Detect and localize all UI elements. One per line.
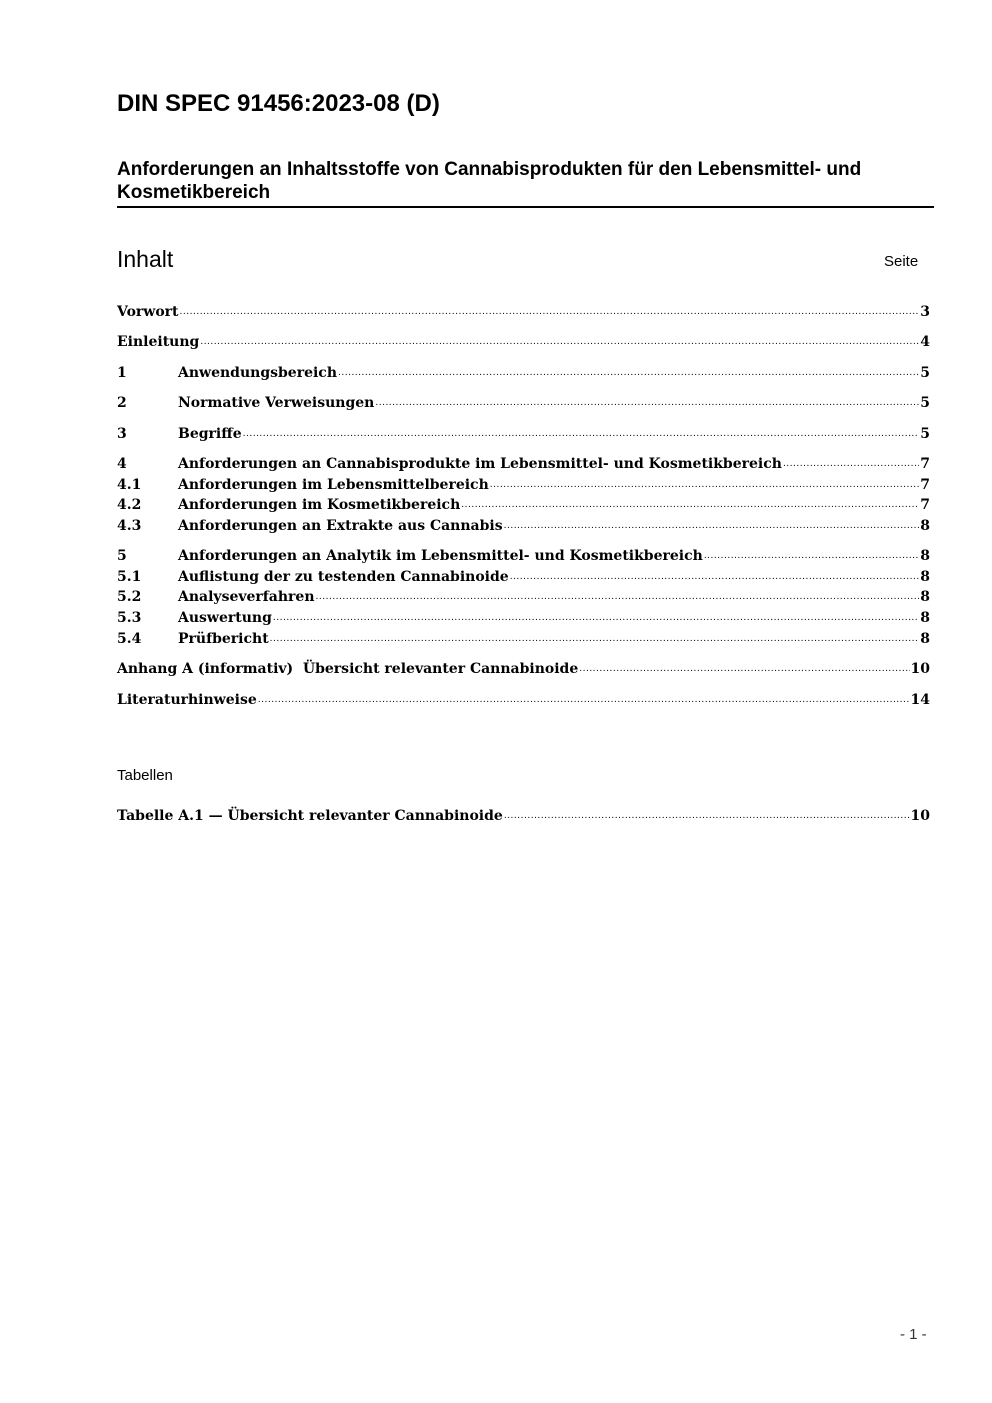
toc-entry-page: 8 <box>920 518 930 534</box>
dot-leader <box>510 566 920 587</box>
dot-leader <box>258 689 910 710</box>
dot-leader <box>200 331 919 352</box>
toc-entry-section-5-1[interactable] <box>117 566 930 587</box>
toc-entry-title: Analyseverfahren <box>178 589 315 605</box>
toc-entry-einleitung[interactable] <box>117 331 930 352</box>
toc-entry-number: 3 <box>117 426 127 442</box>
toc-entry-section-5-3[interactable] <box>117 607 930 628</box>
dot-leader <box>316 586 920 607</box>
page-column-label: Seite <box>884 253 919 270</box>
toc-entry-number: 1 <box>117 365 127 381</box>
dot-leader <box>338 362 919 383</box>
toc-entry-page: 4 <box>920 334 930 350</box>
toc-entry-title: Auswertung <box>178 610 272 626</box>
document-subtitle: Anforderungen an Inhaltsstoffe von Cannabisprodukten für den Lebensmittel- und Kosmetikbereich <box>117 158 934 208</box>
toc-entry-section-1[interactable] <box>117 362 930 383</box>
toc-entry-section-2[interactable] <box>117 392 930 413</box>
dot-leader <box>243 423 920 444</box>
toc-entry-number: 5.2 <box>117 589 142 605</box>
table-entry-title: Tabelle A.1 — Übersicht relevanter Cannabinoide <box>117 808 503 824</box>
toc-heading: Inhalt <box>117 246 174 272</box>
toc-entry-page: 7 <box>920 477 930 493</box>
toc-entry-page: 14 <box>910 692 930 708</box>
toc-entry-title: Anhang A (informativ) Übersicht relevanter Cannabinoide <box>117 661 579 677</box>
toc-entry-section-4-2[interactable] <box>117 494 930 515</box>
dot-leader <box>783 453 919 474</box>
toc-entry-page: 8 <box>920 569 930 585</box>
dot-leader <box>270 628 920 649</box>
toc-entry-number: 4.2 <box>117 497 142 513</box>
toc-entry-title: Einleitung <box>117 334 200 350</box>
dot-leader <box>273 607 919 628</box>
toc-entry-page: 3 <box>920 304 930 320</box>
toc-entry-number: 4.3 <box>117 518 142 534</box>
toc-entry-literaturhinweise[interactable] <box>117 689 930 710</box>
dot-leader <box>504 515 920 536</box>
dot-leader <box>375 392 919 413</box>
toc-entry-number: 2 <box>117 395 127 411</box>
toc-entry-number: 5 <box>117 548 127 564</box>
toc-entry-page: 5 <box>920 426 930 442</box>
toc-entry-section-3[interactable] <box>117 423 930 444</box>
toc-entry-section-4-3[interactable] <box>117 515 930 536</box>
toc-entry-title: Normative Verweisungen <box>178 395 375 411</box>
toc-entry-number: 4.1 <box>117 477 142 493</box>
dot-leader <box>461 494 919 515</box>
dot-leader <box>704 545 919 566</box>
table-entry-a-1[interactable] <box>117 805 930 826</box>
toc-entry-page: 8 <box>920 589 930 605</box>
toc-entry-title: Anforderungen an Extrakte aus Cannabis <box>178 518 503 534</box>
toc-entry-page: 5 <box>920 395 930 411</box>
table-entry-page: 10 <box>910 808 930 824</box>
toc-entry-section-4[interactable] <box>117 453 930 474</box>
toc-entry-number: 5.4 <box>117 631 142 647</box>
toc-entry-title: Anwendungsbereich <box>178 365 337 381</box>
toc-entry-title: Vorwort <box>117 304 179 320</box>
toc-entry-page: 8 <box>920 548 930 564</box>
toc-entry-number: 4 <box>117 456 127 472</box>
toc-entry-title: Literaturhinweise <box>117 692 257 708</box>
toc-entry-page: 7 <box>920 456 930 472</box>
toc-entry-number: 5.3 <box>117 610 142 626</box>
toc-entry-section-5-4[interactable] <box>117 628 930 649</box>
toc-entry-number: 5.1 <box>117 569 142 585</box>
toc-entry-page: 7 <box>920 497 930 513</box>
toc-entry-page: 8 <box>920 631 930 647</box>
toc-entry-title: Auflistung der zu testenden Cannabinoide <box>178 569 509 585</box>
page-number: - 1 - <box>900 1326 927 1343</box>
toc-entry-title: Anforderungen im Kosmetikbereich <box>178 497 461 513</box>
toc-entry-section-4-1[interactable] <box>117 474 930 495</box>
dot-leader <box>579 658 909 679</box>
toc-entry-section-5[interactable] <box>117 545 930 566</box>
toc-entry-annex-a[interactable] <box>117 658 930 679</box>
toc-entry-title: Anforderungen an Analytik im Lebensmittel- und Kosmetikbereich <box>178 548 703 564</box>
toc-entry-title: Prüfbericht <box>178 631 269 647</box>
toc-entry-title: Anforderungen an Cannabisprodukte im Lebensmittel- und Kosmetikbereich <box>178 456 782 472</box>
toc-entry-vorwort[interactable] <box>117 301 930 322</box>
toc-entry-section-5-2[interactable] <box>117 586 930 607</box>
tables-heading: Tabellen <box>117 767 173 784</box>
dot-leader <box>504 805 910 826</box>
toc-entry-title: Begriffe <box>178 426 242 442</box>
document-title: DIN SPEC 91456:2023-08 (D) <box>117 90 440 117</box>
toc-entry-page: 8 <box>920 610 930 626</box>
toc-entry-page: 10 <box>910 661 930 677</box>
toc-entry-page: 5 <box>920 365 930 381</box>
dot-leader <box>490 474 919 495</box>
dot-leader <box>180 301 920 322</box>
toc-entry-title: Anforderungen im Lebensmittelbereich <box>178 477 489 493</box>
